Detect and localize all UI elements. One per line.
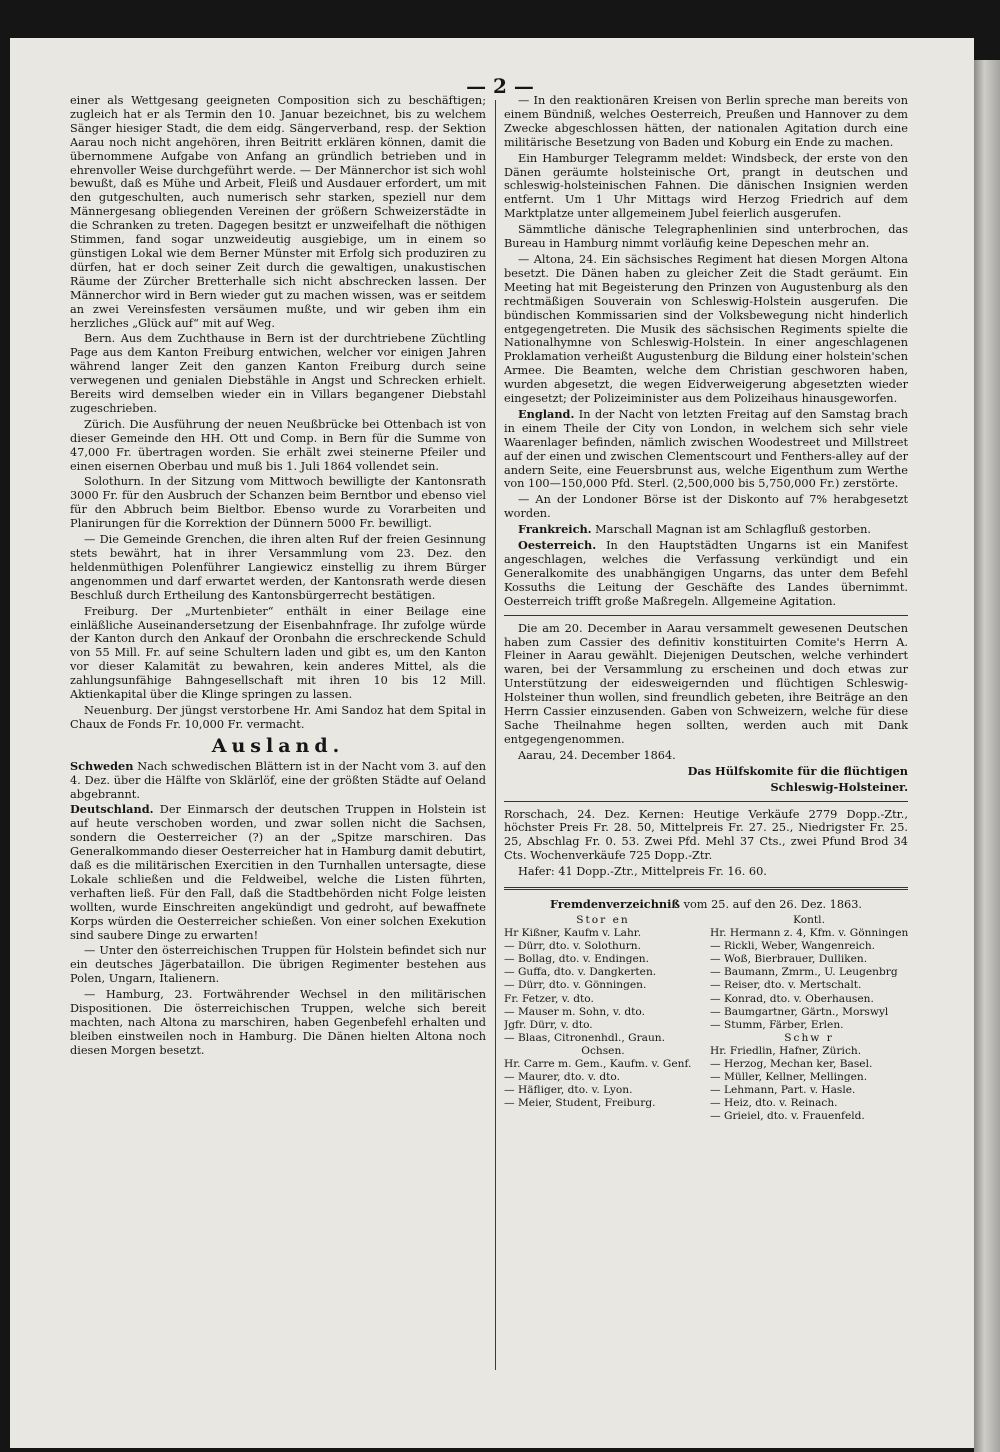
guest-group — [710, 1045, 908, 1124]
right-column — [504, 94, 908, 1394]
page-number: — 2 — — [466, 74, 534, 98]
article-paragraph: einer als Wettgesang geeigneten Composition sich zu beschäftigen; zugleich hat er als Termin den 10. Januar bezeichnet, bis zu welchem Sänger hiesiger Stadt, die dem eidg. Sängerverband, resp. der Sektion Aarau noch nicht angehören, ihren Beitritt erklären können, damit die übernommene Aufgabe von Anfang an gründlich betrieben und in ehrenvoller Weise durchgeführt werde. — Der Männerchor ist sich wohl bewußt, daß es Mühe und Arbeit, Fleiß und Ausdauer erfordert, um mit den gutgeschulten, auch numerisch sehr starken, speziell nur dem Männergesang obliegenden Vereinen der größern Schweizerstädte in die Schranken zu treten. Dagegen besitzt er unzweifelhaft die nöthigen Stimmen, fand sogar unzweideutig ausgiebige, um in einem so günstigen Lokal wie dem Berner Münster mit Erfolg sich produziren zu dürfen, hat er doch seiner Zeit durch die gewaltigen, unakustischen Räume der Zürcher Bretterhalle sich nicht abschrecken lassen. Der Männerchor wird in Bern wieder gut zu machen wissen, was er seitdem an zwei Vereinsfesten versäumen mußte, und wir geben ihm ein herzliches „Glück auf“ mit auf Weg. — [70, 94, 486, 330]
article-paragraph: Deutschland. Der Einmarsch der deutschen Truppen in Holstein ist auf heute verschoben worden, und zwar sollen nicht die Sachsen, sondern die Oesterreicher (?) an der „Spitze marschiren. Das Generalkommando dieser Oesterreicher hat in Hamburg damit debutirt, daß es die militärischen Exercitien in den Turnhallen untersagte, diese Lokale schließen und die Feldweibel, welche die Listen führten, verhaften ließ. Für den Fall, daß die Stadtbehörden nicht Folge leisten wollten, wurde Einschreiten angekündigt und gedroht, auf bewaffnete Korps würden die Oesterreicher schießen. Von einer solchen Exekution sind saubere Dinge zu erwarten! — [70, 802, 486, 942]
guest-entry: — Konrad, dto. v. Oberhausen. — [710, 992, 874, 1005]
guest-entry: — Bollag, dto. v. Endingen. — [504, 953, 649, 966]
separator-double-rule — [504, 887, 908, 890]
article-paragraph: — Hamburg, 23. Fortwährender Wechsel in den militärischen Dispositionen. Die österreichischen Truppen, welche sich bereit machten, nach Altona zu marschiren, haben Gegenbefehl erhalten und bleiben einstweilen noch in Hamburg. Die Dänen hielten Altona noch diesen Morgen besetzt. — [70, 988, 486, 1057]
dateline-place: Freiburg. — [84, 604, 139, 618]
hotel-heading: Kontl. — [793, 913, 825, 926]
guest-entry: — Blaas, Citronenhdl., Graun. — [504, 1031, 665, 1044]
guest-entry: — Stumm, Färber, Erlen. — [710, 1018, 844, 1031]
country-heading: Oesterreich. — [518, 538, 597, 553]
article-paragraph: — Unter den österreichischen Truppen für Holstein befindet sich nur ein deutsches Jägerbataillon. Die übrigen Regimenter bestehen aus Polen, Ungarn, Italienern. — [70, 944, 486, 986]
article-paragraph: Oesterreich. In den Hauptstädten Ungarns ist ein Manifest angeschlagen, welches die Verfassung verkündigt und ein Generalkomite des unabhängigen Ungarns, das unter dem Befehl Kossuths die Leitung der Geschäfte des Landes übernimmt. Oesterreich trifft große Maßregeln. Allgemeine Agitation. — [504, 538, 908, 608]
notice-paragraph: Die am 20. December in Aarau versammelt gewesenen Deutschen haben zum Cassier des definitiv konstituirten Comite's Herrn A. Fleiner in Aarau gewählt. Diejenigen Deutschen, welche verhindert waren, bei der Versammlung zu erscheinen und doch etwas zur Unterstützung der eidesweigernden und flüchtigen Schleswig-Holsteiner thun wollen, sind freundlich gebeten, ihre Beiträge an den Herrn Cassier einzusenden. Gaben von Schweizern, welche für diese Sache Theilnahme hegen sollten, werden auch mit Dank entgegengenommen. — [504, 621, 908, 746]
section-title: Ausland. — [211, 734, 345, 757]
article-paragraph: Sämmtliche dänische Telegraphenlinien sind unterbrochen, das Bureau in Hamburg nimmt vorläufig keine Depeschen mehr an. — [504, 223, 908, 251]
guest-group — [504, 1058, 702, 1110]
dateline-place: Solothurn. — [84, 475, 145, 489]
dateline-place: Bern. — [84, 332, 116, 346]
guest-entry: — Baumann, Zmrm., U. Leugenbrg — [710, 966, 898, 979]
guest-entry: — Heiz, dto. v. Reinach. — [710, 1097, 838, 1110]
market-report: Hafer: 41 Dopp.-Ztr., Mittelpreis Fr. 16. 60. — [518, 865, 767, 879]
dateline-place: Zürich. — [84, 417, 126, 431]
country-heading: Deutschland. — [70, 802, 154, 817]
guest-entry: Jgfr. Dürr, v. dto. — [504, 1018, 593, 1031]
page-edge — [974, 60, 1000, 1452]
guest-entry: — Lehmann, Part. v. Hasle. — [710, 1084, 856, 1097]
separator-rule — [504, 615, 908, 616]
guest-entry: — Meier, Student, Freiburg. — [504, 1097, 656, 1110]
guest-list-right — [710, 914, 908, 1124]
guest-entry: — Herzog, Mechan ker, Basel. — [710, 1057, 873, 1070]
article-paragraph: Bern. Aus dem Zuchthause in Bern ist der durchtriebene Züchtling Page aus dem Kanton Freiburg entwichen, welcher vor einigen Jahren während langer Zeit den ganzen Kanton Freiburg durch seine verwegenen und genialen Diebstähle in Angst und Schrecken erhielt. Bereits wird demselben wieder ein in Villars begangener Diebstahl zugeschrieben. — [70, 332, 486, 415]
guest-entry: — Müller, Kellner, Mellingen. — [710, 1071, 868, 1084]
guest-list-title: Fremdenverzeichniß vom 25. auf den 26. Dez. 1863. — [550, 897, 862, 912]
article-paragraph: Neuenburg. Der jüngst verstorbene Hr. Ami Sandoz hat dem Spital in Chaux de Fonds Fr. 10,000 Fr. vermacht. — [70, 703, 486, 731]
guest-entry: — Dürr, dto. v. Solothurn. — [504, 940, 641, 953]
guest-entry: — Reiser, dto. v. Mertschalt. — [710, 979, 862, 992]
guest-entry: — Woß, Bierbrauer, Dulliken. — [710, 953, 868, 966]
notice-signature: Das Hülfskomite für die flüchtigen — [687, 763, 908, 778]
country-heading: England. — [518, 406, 575, 421]
guest-entry: — Baumgartner, Gärtn., Morswyl — [710, 1005, 889, 1018]
hotel-heading: Schw r — [784, 1031, 834, 1044]
article-paragraph: England. In der Nacht von letzten Freitag auf den Samstag brach in einem Theile der City von London, in welchem sich sehr viele Waarenlager befinden, nämlich zwischen Woodestreet und Millstreet auf der einen und zwischen Clementscourt und Fenthers-alley auf der andern Seite, eine Feuersbrunst aus, welche Eigenthum zum Werthe von 100—150,000 Pfd. Sterl. (2,500,000 bis 5,750,000 Fr.) zerstörte. — [504, 406, 908, 491]
guest-entry: — Guffa, dto. v. Dangkerten. — [504, 966, 657, 979]
notice-dateline: Aarau, 24. December 1864. — [518, 748, 676, 762]
separator-rule — [504, 801, 908, 802]
guest-entry: Hr. Hermann z. 4, Kfm. v. Gönningen — [710, 927, 908, 940]
guest-entry: — Dürr, dto. v. Gönningen. — [504, 979, 647, 992]
notice-signature: Schleswig-Holsteiner. — [770, 779, 908, 794]
article-paragraph: — Altona, 24. Ein sächsisches Regiment hat diesen Morgen Altona besetzt. Die Dänen haben zu gleicher Zeit die Stadt geräumt. Ein Meeting hat mit Begeisterung den Prinzen von Augustenburg als den rechtmäßigen Souverain von Schleswig-Holstein ausgerufen. Die bündischen Kommissarien sind der Volksbewegung nicht hinderlich entgegengetreten. Die Musik des sächsischen Regiments spielte die Nationalhymne von Schleswig-Holstein. In einer angeschlagenen Proklamation verheißt Augustenburg die Bildung einer holstein'schen Armee. Die Beamten, welche dem Christian geschworen haben, wurden abgesetzt, die wegen Eidverweigerung abgesetzten wieder eingesetzt; der Polizeiminister aus dem Polizeihaus hinausgeworfen. — [504, 252, 908, 406]
article-paragraph: Ein Hamburger Telegramm meldet: Windsbeck, der erste von den Dänen geräumte holsteinische Ort, prangt in deutschen und schleswig-holsteinischen Fahnen. Die dänischen Insignien werden entfernt. Um 1 Uhr Mittags wird Herzog Friedrich auf dem Marktplatze unter allgemeinem Jubel feierlich ausgerufen. — [504, 151, 908, 221]
dateline-place: Neuenburg. — [84, 703, 153, 717]
guest-entry: — Grieiel, dto. v. Frauenfeld. — [710, 1110, 865, 1123]
guest-entry: Hr. Carre m. Gem., Kaufm. v. Genf. — [504, 1057, 692, 1070]
guest-entry: — Mauser m. Sohn, v. dto. — [504, 1005, 645, 1018]
hotel-heading: Stor en — [576, 913, 630, 926]
guest-group — [504, 927, 702, 1045]
guest-entry: Hr Kißner, Kaufm v. Lahr. — [504, 927, 642, 940]
hotel-heading: Ochsen. — [581, 1044, 625, 1057]
guest-list — [504, 914, 908, 1124]
article-paragraph: — Die Gemeinde Grenchen, die ihren alten Ruf der freien Gesinnung stets bewährt, hat in ihrer Versammlung vom 23. Dez. den heldenmüthigen Polenführer Langiewicz einstellig zu ihrem Bürger angenommen und darf erwartet werden, der Kantonsrath werde diesen Beschluß durch Ertheilung des Kantonsbürgerrecht bestätigen. — [70, 533, 486, 602]
country-heading: Frankreich. — [518, 522, 592, 537]
article-paragraph: Schweden Nach schwedischen Blättern ist in der Nacht vom 3. auf den 4. Dez. über die Hälfte von Sklärlöf, eine der größten Städte auf Oeland abgebrannt. — [70, 758, 486, 801]
guest-list-left — [504, 914, 702, 1124]
guest-group — [710, 927, 908, 1032]
guest-entry: Hr. Friedlin, Hafner, Zürich. — [710, 1044, 862, 1057]
left-column — [70, 94, 486, 1394]
guest-entry: Fr. Fetzer, v. dto. — [504, 992, 594, 1005]
article-paragraph: Freiburg. Der „Murtenbieter“ enthält in einer Beilage eine einläßliche Auseinandersetzung der Eisenbahnfrage. Ihr zufolge würde der Kanton durch den Ankauf der Oronbahn die erschreckende Schuld von 55 Mill. Fr. auf seine Schultern laden und gibt es, um den Kanton vor dieser Kalamität zu bewahren, kein anderes Mittel, als die zahlungsunfähige Bahngesellschaft mit ihren 10 bis 12 Mill. Aktienkapital über die Klinge springen zu lassen. — [70, 604, 486, 702]
guest-entry: — Rickli, Weber, Wangenreich. — [710, 940, 876, 953]
country-heading: Schweden — [70, 758, 134, 773]
guest-entry: — Maurer, dto. v. dto. — [504, 1071, 620, 1084]
column-divider — [495, 100, 496, 1370]
article-paragraph: Frankreich. Marschall Magnan ist am Schlagfluß gestorben. — [518, 522, 871, 537]
article-paragraph: — An der Londoner Börse ist der Diskonto auf 7% herabgesetzt worden. — [504, 493, 908, 521]
article-paragraph: Zürich. Die Ausführung der neuen Neußbrücke bei Ottenbach ist von dieser Gemeinde den HH. Ott und Comp. in Bern für die Summe von 47,000 Fr. übertragen worden. Sie erhält zwei steinerne Pfeiler und einen eisernen Oberbau und muß bis 1. Juli 1864 vollendet sein. — [70, 417, 486, 473]
article-paragraph: Solothurn. In der Sitzung vom Mittwoch bewilligte der Kantonsrath 3000 Fr. für den Ausbruch der Schanzen beim Berntbor und ebenso viel für den Abbruch beim Bieltbor. Ebenso wurde zu Vorarbeiten und Planirungen für die Korrektion der Dünnern 5000 Fr. bewilligt. — [70, 475, 486, 531]
article-paragraph: — In den reaktionären Kreisen von Berlin spreche man bereits von einem Bündniß, welches Oesterreich, Preußen und Hannover zu dem Zwecke abgeschlossen hätten, der nationalen Agitation durch eine militärische Besetzung von Baden und Koburg ein Ende zu machen. — [504, 94, 908, 149]
market-report: Rorschach, 24. Dez. Kernen: Heutige Verkäufe 2779 Dopp.-Ztr., höchster Preis Fr. 28. 50, Mittelpreis Fr. 27. 25., Niedrigster Fr. 25. 25, Abschlag Fr. 0. 53. Zwei Pfd. Mehl 37 Cts., zwei Pfund Brod 34 Cts. Wochenverkäufe 725 Dopp.-Ztr. — [504, 807, 908, 863]
guest-entry: — Häfliger, dto. v. Lyon. — [504, 1084, 633, 1097]
